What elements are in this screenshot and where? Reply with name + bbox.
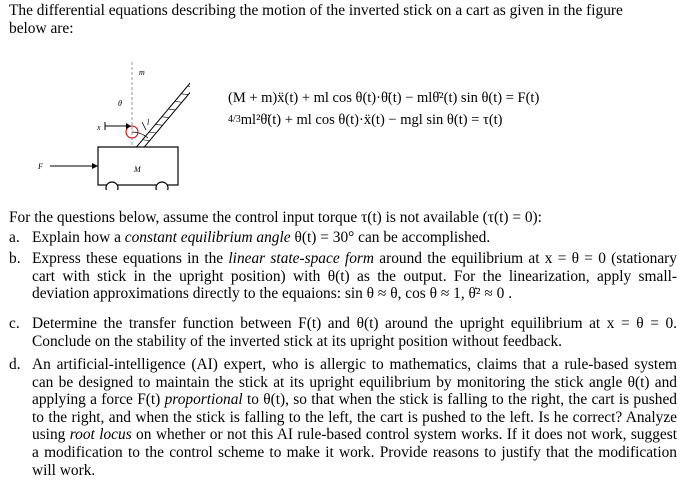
figure-label-x: x [97,123,101,132]
figure-label-l: l [147,118,150,127]
equation-1: (M + m)ẍ(t) + ml cos θ(t)·θ̈(t) − mlθ̇²(t) sin θ(t) = F(t) [228,90,540,106]
equation-2-body: ml²θ̈(t) + ml cos θ(t)·ẍ(t) − mgl sin θ(t) = τ(t) [240,112,503,128]
question-d-label: d. [9,356,21,373]
equation-2-fraction: 4/3 [228,114,241,125]
questions-preamble: For the questions below, assume the control input torque τ(t) is not available (τ(t) = 0): [9,209,542,226]
intro-line-1: The differential equations describing the motion of the inverted stick on a cart as given in the figure [9,2,623,19]
figure-label-theta: θ [118,99,122,108]
intro-line-2: below are: [9,20,74,37]
question-c-label: c. [9,315,20,332]
question-b: b. Express these equations in the linear state-space form around the equilibrium at x = θ = 0 (stationary cart with stick in the upright position) with θ(t) as the output. For the linearization, apply small-deviation approximations directly to the equaions: sin θ ≈ θ, cos θ ≈ 1, θ̇² ≈ 0 . [9,250,677,303]
question-b-label: b. [9,250,21,267]
cart-stick-figure [30,60,190,190]
equation-2 [228,112,503,129]
question-a-label: a. [9,229,20,246]
question-d: d. An artificial-intelligence (AI) expert, who is allergic to mathematics, claims that a rule-based system can be designed to maintain the stick at its upright equilibrium by monitoring the stick angle θ(t) and applying a force F(t) proportional to θ(t), so that when the stick is falling to the right, the cart is pushed to the right, and when the stick is falling to the left, the cart is pushed to the left. Is he correct? Analyze using root locus on whether or not this AI rule-based control system works. If it does not work, suggest a modification to the control scheme to make it work. Provide reasons to justify that the modification will work. [9,356,677,479]
figure-label-M: M [134,165,141,174]
question-a: a. Explain how a constant equilibrium angle θ(t) = 30° can be accomplished. [9,229,491,246]
figure-label-F: F [38,162,43,171]
question-c: c. Determine the transfer function between F(t) and θ(t) around the upright equilibrium at x = θ = 0. Conclude on the stability of the inverted stick at its upright position without feedback. [9,315,677,350]
figure-label-m: m [139,68,145,77]
